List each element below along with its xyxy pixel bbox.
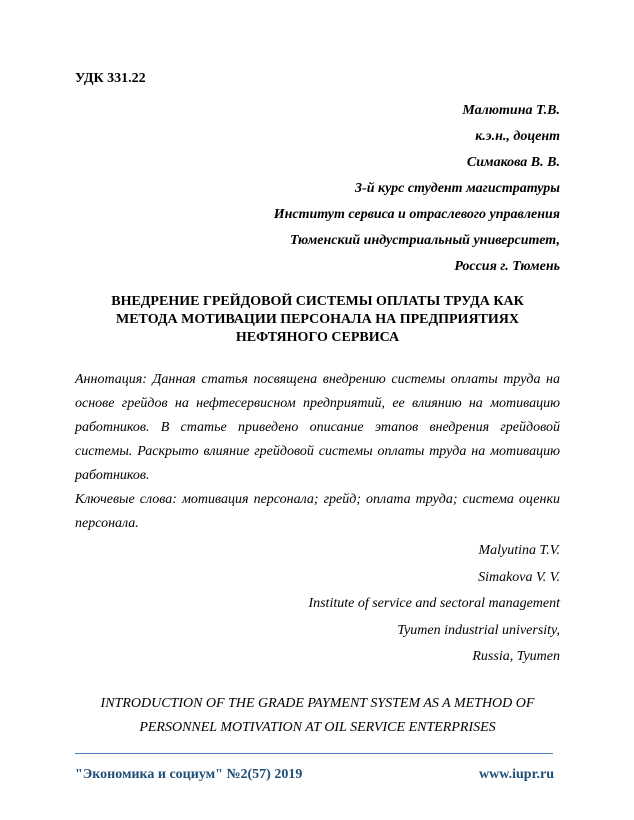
author-university: Тюменский индустриальный университет, bbox=[289, 233, 560, 248]
author-name: Малютина Т.В. bbox=[462, 103, 560, 118]
article-title-ru bbox=[75, 293, 560, 347]
udk-code: УДК 331.22 bbox=[75, 71, 146, 86]
title-line-en: PERSONNEL MOTIVATION AT OIL SERVICE ENTERPRISES bbox=[139, 720, 496, 735]
author-name: Симакова В. В. bbox=[466, 155, 560, 170]
author-degree: к.э.н., доцент bbox=[475, 129, 560, 144]
author-institute-en: Institute of service and sectoral management bbox=[308, 596, 560, 611]
title-line: МЕТОДА МОТИВАЦИИ ПЕРСОНАЛА НА ПРЕДПРИЯТИЯХ bbox=[116, 312, 519, 327]
authors-ru-block bbox=[80, 98, 560, 280]
abstract-text: Аннотация: Данная статья посвящена внедрению системы оплаты труда на основе грейдов на нефтесервисном предприятий, ее влиянию на мотивацию работников. В статье приведено описание этапов внедрения грейдовой системы. Раскрыто влияние грейдовой системы оплаты труда на мотивацию работников. bbox=[75, 372, 560, 483]
author-institute: Институт сервиса и отраслевого управления bbox=[273, 207, 560, 222]
footer-divider bbox=[75, 753, 553, 754]
author-name-en: Malyutina T.V. bbox=[478, 543, 560, 558]
footer-website-link[interactable]: www.iupr.ru bbox=[479, 767, 554, 782]
footer-journal: "Экономика и социум" №2(57) 2019 bbox=[75, 767, 303, 782]
author-location-en: Russia, Tyumen bbox=[472, 649, 560, 664]
abstract-block bbox=[75, 368, 560, 536]
title-line: НЕФТЯНОГО СЕРВИСА bbox=[235, 330, 400, 345]
author-status: 3-й курс студент магистратуры bbox=[355, 181, 560, 196]
author-location: Россия г. Тюмень bbox=[454, 259, 560, 274]
keywords-text: Ключевые слова: мотивация персонала; грейд; оплата труда; система оценки персонала. bbox=[75, 492, 560, 531]
author-name-en: Simakova V. V. bbox=[478, 569, 560, 585]
article-title-en bbox=[75, 692, 560, 740]
author-university-en: Tyumen industrial university, bbox=[397, 622, 560, 638]
title-line: ВНЕДРЕНИЕ ГРЕЙДОВОЙ СИСТЕМЫ ОПЛАТЫ ТРУДА КАК bbox=[111, 294, 524, 309]
title-line-en: INTRODUCTION OF THE GRADE PAYMENT SYSTEM AS A METHOD OF bbox=[100, 696, 535, 711]
authors-en-block bbox=[80, 538, 560, 671]
